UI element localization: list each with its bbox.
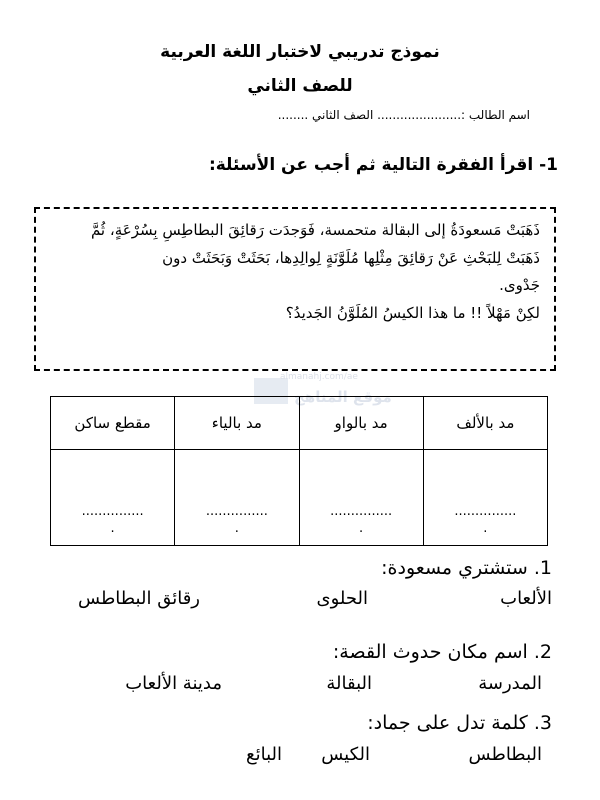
table-header-row — [51, 397, 548, 450]
answer-blank: ............... — [81, 504, 144, 519]
table-header-cell: مقطع ساكن — [51, 397, 175, 450]
passage-line: ذَهَبَتْ مَسعودَةُ إلى البقالة متحمسة، فَوَجدَت رَقائِقَ البطاطِسِ بِسُرْعَةٍ، ثُمَّ — [90, 221, 540, 239]
passage-line: جَدْوى. — [499, 276, 540, 294]
table-answer-row — [51, 450, 548, 546]
passage-line: ذَهَبَتْ لِلبَحْثِ عَنْ رَقائِقَ مِثْلِها مُلَوَّنَةٍ لِوالِدِها، بَحَثَتْ وَبَحَثَتْ دون — [162, 248, 540, 267]
question-number: 2. — [533, 641, 552, 663]
watermark-url: almanahj.com/ae — [280, 372, 358, 382]
option-2[interactable]: الكيس — [321, 744, 370, 765]
answer-cell[interactable] — [175, 450, 299, 546]
option-2[interactable]: البقالة — [326, 673, 372, 694]
answer-period: . — [110, 521, 115, 536]
option-3[interactable]: مدينة الألعاب — [125, 673, 222, 694]
answer-blank: ............... — [205, 504, 268, 519]
answer-cell[interactable] — [51, 450, 175, 546]
mcq-question — [367, 712, 552, 734]
answer-period: . — [359, 521, 364, 536]
answer-table — [50, 396, 548, 546]
question-text: كلمة تدل على جماد: — [367, 712, 528, 734]
answer-period: . — [483, 521, 488, 536]
mcq-question — [381, 557, 552, 579]
answer-cell[interactable] — [423, 450, 547, 546]
answer-blank: ............... — [330, 504, 393, 519]
answer-cell[interactable] — [299, 450, 423, 546]
reading-passage — [34, 207, 556, 371]
question-text: اسم مكان حدوث القصة: — [332, 641, 528, 663]
option-3[interactable]: البائع — [246, 744, 282, 765]
question-text: ستشتري مسعودة: — [381, 557, 528, 579]
option-1[interactable]: الألعاب — [500, 588, 552, 609]
answer-period: . — [234, 521, 239, 536]
table-header-cell: مد بالياء — [175, 397, 299, 450]
student-info-line: اسم الطالب :...................... الصف الثاني ........ — [277, 108, 530, 122]
option-1[interactable]: المدرسة — [478, 673, 542, 694]
option-2[interactable]: الحلوى — [316, 588, 368, 609]
question-number: 3. — [533, 712, 552, 734]
option-1[interactable]: البطاطس — [468, 744, 542, 765]
question-number: 1. — [533, 557, 552, 579]
option-3[interactable]: رقائق البطاطس — [78, 588, 200, 609]
watermark-text: موقع المناهج — [294, 388, 392, 406]
grade-subtitle: للصف الثاني — [247, 76, 353, 96]
answer-blank: ............... — [454, 504, 517, 519]
mcq-question — [333, 641, 552, 663]
passage-line: لكِنْ مَهْلاً !! ما هذا الكيسُ المُلَوَّنُ الجَديدُ؟ — [285, 303, 540, 322]
question-1-heading: 1- اقرأ الفقرة التالية ثم أجب عن الأسئلة: — [208, 155, 558, 175]
table-header-cell: مد بالألف — [423, 397, 547, 450]
page-title: نموذج تدريبي لاختبار اللغة العربية — [160, 42, 440, 62]
table-header-cell: مد بالواو — [299, 397, 423, 450]
